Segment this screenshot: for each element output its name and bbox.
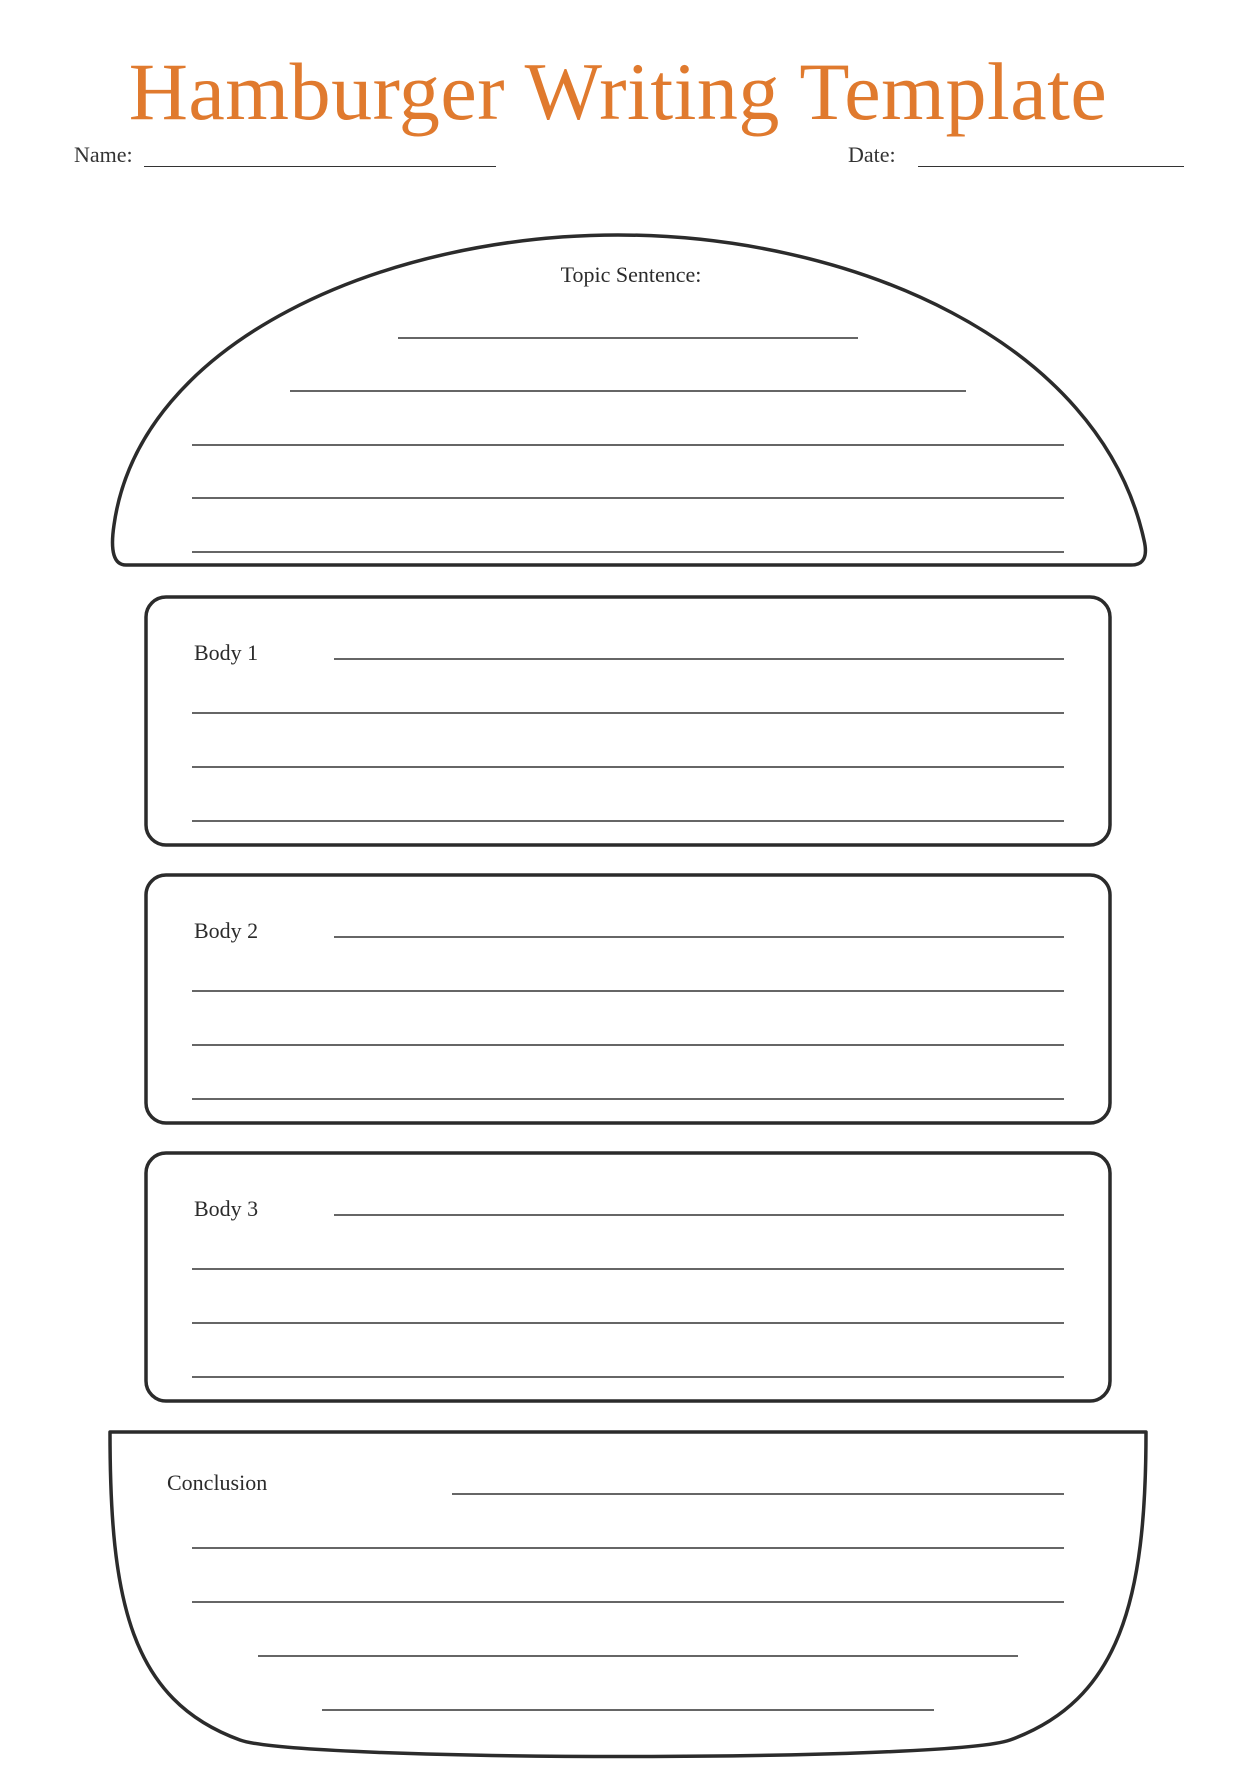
- name-label: Name:: [74, 142, 133, 167]
- body-1-box: [146, 597, 1110, 845]
- body-3-label: Body 3: [194, 1196, 259, 1221]
- body-3-box: [146, 1153, 1110, 1401]
- body-2-box: [146, 875, 1110, 1123]
- worksheet-title: Hamburger Writing Template: [128, 46, 1108, 137]
- topic-sentence-label: Topic Sentence:: [560, 262, 702, 287]
- conclusion-label: Conclusion: [167, 1470, 268, 1495]
- date-label: Date:: [848, 142, 896, 167]
- body-2-label: Body 2: [194, 918, 259, 943]
- body-1-label: Body 1: [194, 640, 259, 665]
